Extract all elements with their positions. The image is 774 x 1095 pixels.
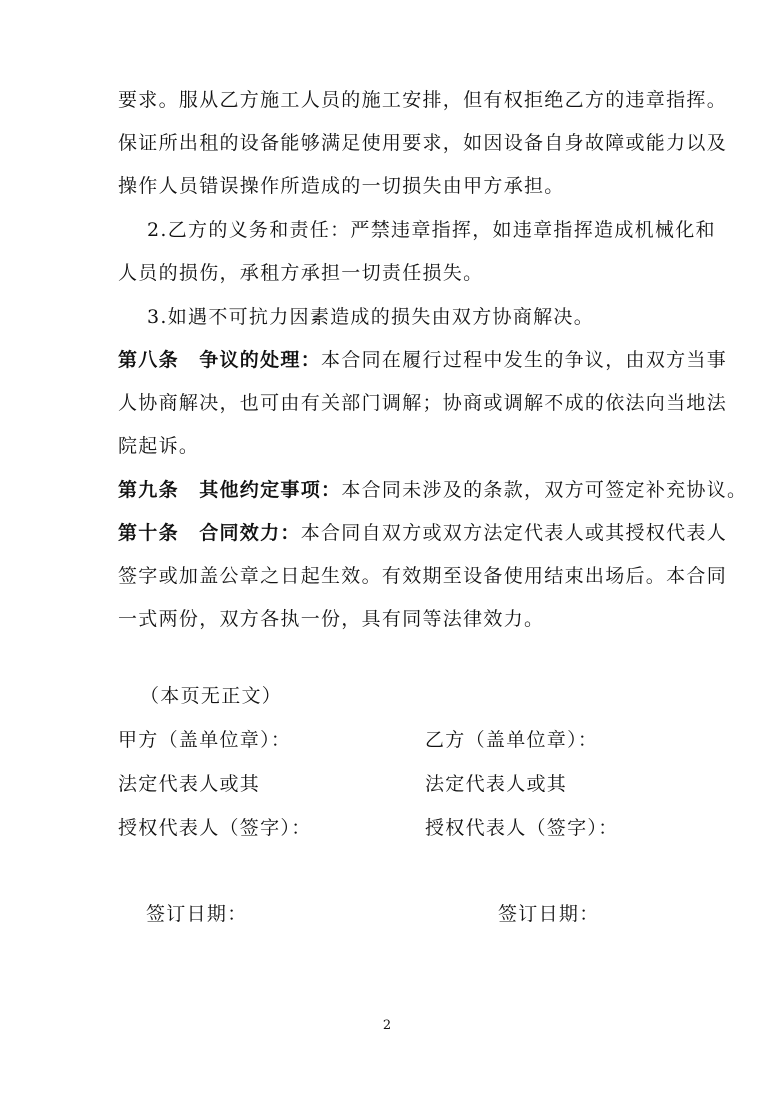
article-8-line-2: 人协商解决，也可由有关部门调解；协商或调解不成的依法向当地法 (118, 392, 728, 414)
page-number: 2 (382, 1018, 392, 1033)
legal-rep-b-label: 法定代表人或其 (425, 773, 568, 795)
no-text-note: （本页无正文） (140, 685, 283, 707)
article-9-text: 本合同未涉及的条款，双方可签定补充协议。 (341, 479, 748, 501)
article-8-line-3: 院起诉。 (118, 435, 200, 457)
legal-rep-a-label: 法定代表人或其 (118, 773, 261, 795)
article-10-line-3: 一式两份，双方各执一份，具有同等法律效力。 (118, 608, 545, 630)
article-10-line-1 (118, 521, 727, 545)
article-10-text: 本合同自双方或双方法定代表人或其授权代表人 (300, 522, 728, 544)
body-line-4: 2.乙方的义务和责任：严禁违章指挥，如违章指挥造成机械化和 (147, 219, 716, 241)
authorized-rep-a-label: 授权代表人（签字）： (118, 817, 312, 839)
signing-date-a-label: 签订日期： (146, 903, 248, 925)
article-10-line-2: 签字或加盖公章之日起生效。有效期至设备使用结束出场后。本合同 (118, 565, 728, 587)
party-a-seal-label: 甲方（盖单位章）： (118, 729, 292, 751)
body-line-2: 保证所出租的设备能够满足使用要求，如因设备自身故障或能力以及 (118, 132, 728, 154)
article-8-heading: 第八条 争议的处理： (118, 349, 322, 371)
body-line-1: 要求。服从乙方施工人员的施工安排，但有权拒绝乙方的违章指挥。 (118, 89, 728, 111)
article-8-text: 本合同在履行过程中发生的争议，由双方当事 (321, 349, 728, 371)
article-10-heading: 第十条 合同效力： (118, 522, 301, 544)
article-8-line-1 (118, 348, 727, 372)
article-9-line (118, 478, 747, 502)
body-line-6: 3.如遇不可抗力因素造成的损失由双方协商解决。 (147, 306, 595, 328)
authorized-rep-b-label: 授权代表人（签字）： (425, 817, 619, 839)
article-9-heading: 第九条 其他约定事项： (118, 479, 342, 501)
body-line-5: 人员的损伤，承租方承担一切责任损失。 (118, 262, 484, 284)
party-b-seal-label: 乙方（盖单位章）： (425, 729, 599, 751)
signing-date-b-label: 签订日期： (498, 903, 600, 925)
body-line-3: 操作人员错误操作所造成的一切损失由甲方承担。 (118, 175, 565, 197)
